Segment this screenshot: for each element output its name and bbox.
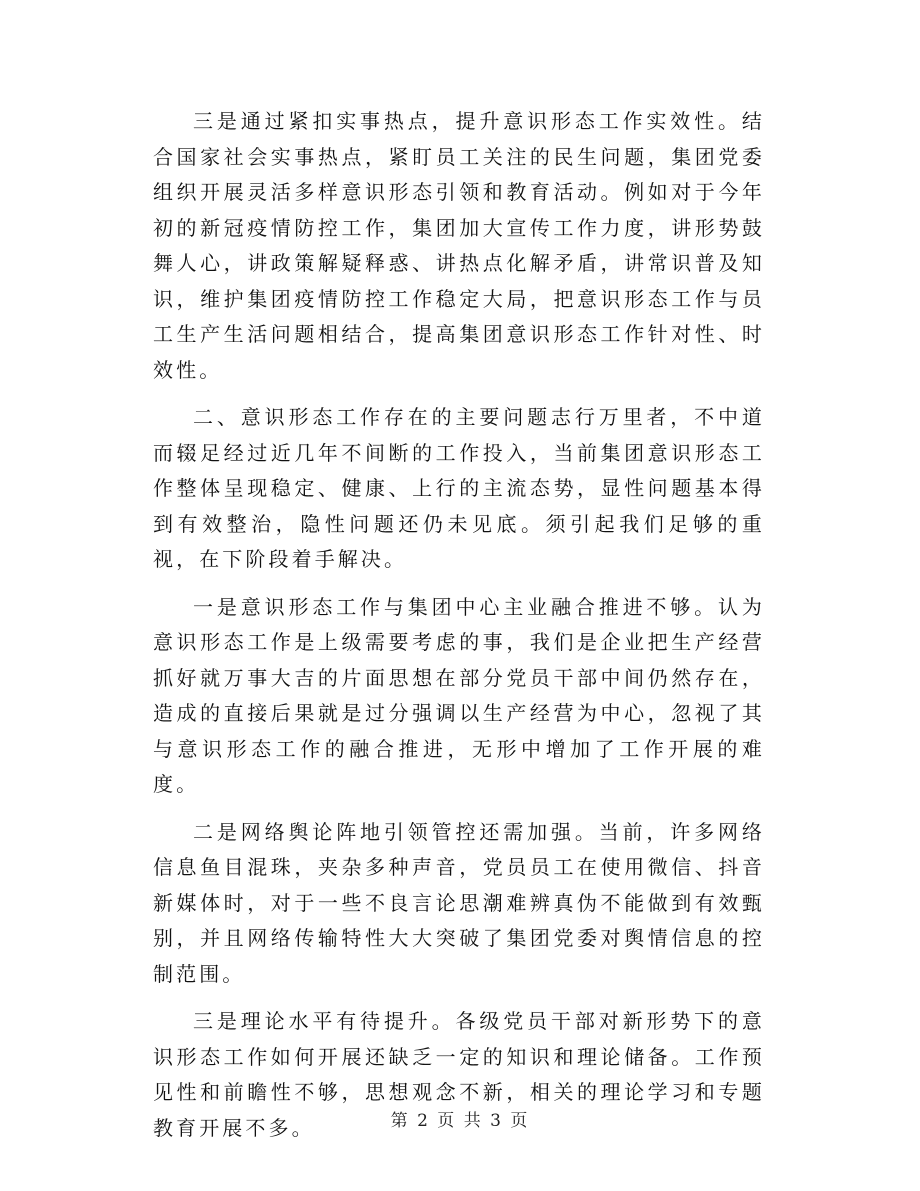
page-number: 第 2 页 共 3 页 bbox=[390, 1111, 530, 1131]
paragraph-4: 二是网络舆论阵地引领管控还需加强。当前，许多网络信息鱼目混珠，夹杂多种声音，党员员工在使用微信、抖音新媒体时，对于一些不良言论思潮难辨真伪不能做到有效甄别，并且网络传输特性大大突破了集团党委对舆情信息的控制范围。 bbox=[153, 819, 765, 986]
paragraph-2: 二、意识形态工作存在的主要问题志行万里者，不中道而辍足经过近几年不间断的工作投入，当前集团意识形态工作整体呈现稳定、健康、上行的主流态势，显性问题基本得到有效整治，隐性问题还仍未见底。须引起我们足够的重视，在下阶段着手解决。 bbox=[153, 405, 765, 571]
paragraph-1: 三是通过紧扣实事热点，提升意识形态工作实效性。结合国家社会实事热点，紧盯员工关注的民生问题，集团党委组织开展灵活多样意识形态引领和教育活动。例如对于今年初的新冠疫情防控工作，集团加大宣传工作力度，讲形势鼓舞人心，讲政策解疑释惑、讲热点化解矛盾，讲常识普及知识，维护集团疫情防控工作稳定大局，把意识形态工作与员工生产生活问题相结合，提高集团意识形态工作针对性、时效性。 bbox=[153, 109, 765, 382]
document-body bbox=[153, 104, 765, 1158]
paragraph-5: 三是理论水平有待提升。各级党员干部对新形势下的意识形态工作如何开展还缺乏一定的知识和理论储备。工作预见性和前瞻性不够，思想观念不新，相关的理论学习和专题教育开展不多。 bbox=[153, 1009, 765, 1140]
paragraph-3: 一是意识形态工作与集团中心主业融合推进不够。认为意识形态工作是上级需要考虑的事，我们是企业把生产经营抓好就万事大吉的片面思想在部分党员干部中间仍然存在，造成的直接后果就是过分强调以生产经营为中心，忽视了其与意识形态工作的融合推进，无形中增加了工作开展的难度。 bbox=[153, 594, 765, 796]
